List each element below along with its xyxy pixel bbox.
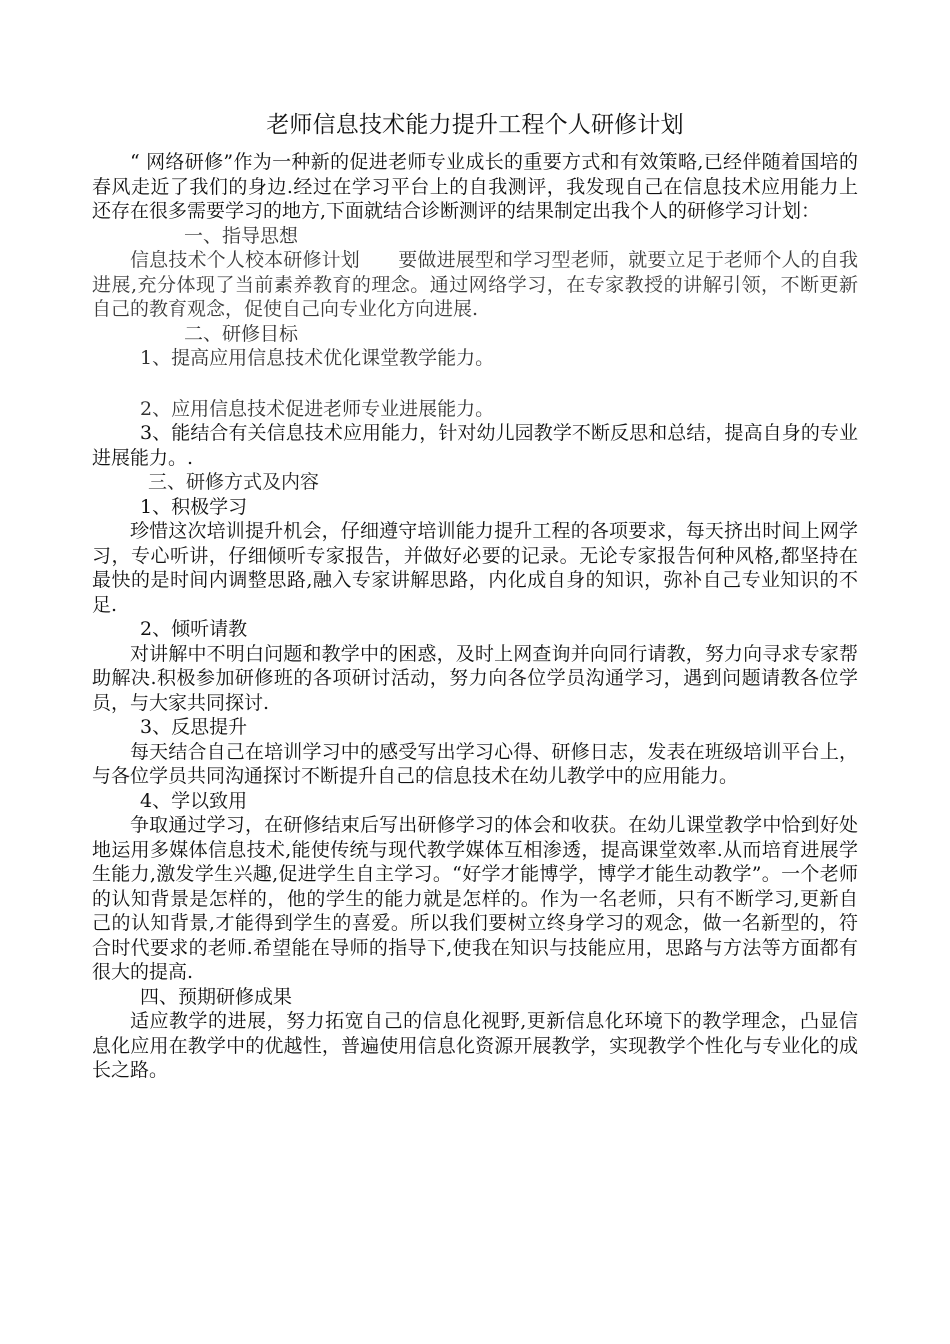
subsection-paragraph-2: 对讲解中不明白问题和教学中的困惑，及时上网查询并向同行请教，努力向寻求专家帮助解决.积极参加研修班的各项研讨活动，努力向各位学员沟通学习，遇到问题请教各位学员，与大家共同探讨. — [92, 642, 858, 714]
subsection-heading-4: 4、学以致用 — [140, 789, 248, 812]
subsection-heading-1: 1、积极学习 — [140, 495, 248, 518]
section1-heading: 一、指导思想 — [184, 224, 299, 247]
document-title: 老师信息技术能力提升工程个人研修计划 — [266, 112, 684, 138]
subsection-paragraph-1: 珍惜这次培训提升机会，仔细遵守培训能力提升工程的各项要求，每天挤出时间上网学习，专心听讲，仔细倾听专家报告，并做好必要的记录。无论专家报告何种风格,都坚持在最快的是时间内调整思路,融入专家讲解思路，内化成自身的知识，弥补自己专业知识的不足. — [92, 520, 858, 616]
subsection-paragraph-3: 每天结合自己在培训学习中的感受写出学习心得、研修日志，发表在班级培训平台上，与各位学员共同沟通探讨不断提升自己的信息技术在幼儿教学中的应用能力。 — [92, 740, 858, 787]
section4-heading: 四、预期研修成果 — [140, 985, 293, 1008]
subsection-heading-2: 2、倾听请教 — [140, 618, 248, 640]
section3-heading: 三、研修方式及内容 — [148, 471, 320, 493]
section1-paragraph: 信息技术个人校本研修计划 要做进展型和学习型老师，就要立足于老师个人的自我进展,充分体现了当前素养教育的理念。通过网络学习，在专家教授的讲解引领，不断更新自己的教育观念，促使自己向专业化方向进展. — [92, 249, 858, 320]
goal-item-3: 3、能结合有关信息技术应用能力，针对幼儿园教学不断反思和总结，提高自身的专业进展能力。. — [92, 422, 858, 469]
intro-paragraph: “ 网络研修”作为一种新的促进老师专业成长的重要方式和有效策略,已经伴随着国培的春风走近了我们的身边.经过在学习平台上的自我测评，我发现自己在信息技术应用能力上还存在很多需要学习的地方,下面就结合诊断测评的结果制定出我个人的研修学习计划： — [92, 151, 858, 222]
goal-item-1: 1、提高应用信息技术优化课堂教学能力。 — [140, 347, 495, 369]
section4-paragraph: 适应教学的进展，努力拓宽自己的信息化视野,更新信息化环境下的教学理念，凸显信息化应用在教学中的优越性，普遍使用信息化资源开展教学，实现教学个性化与专业化的成长之路。 — [92, 1010, 858, 1081]
section2-heading: 二、研修目标 — [184, 322, 299, 345]
goal-item-2: 2、应用信息技术促进老师专业进展能力。 — [140, 397, 495, 420]
goal-spacer — [92, 371, 858, 397]
document-body — [92, 108, 858, 1083]
subsection-paragraph-4: 争取通过学习，在研修结束后写出研修学习的体会和收获。在幼儿课堂教学中恰到好处地运用多媒体信息技术,能使传统与现代教学媒体互相渗透，提高课堂效率.从而培育进展学生能力,激发学生兴趣,促进学生自主学习。“好学才能博学，博学才能生动教学”。一个老师的认知背景是怎样的，他的学生的能力就是怎样的。作为一名老师，只有不断学习,更新自己的认知背景,才能得到学生的喜爱。所以我们要树立终身学习的观念，做一名新型的，符合时代要求的老师.希望能在导师的指导下,使我在知识与技能应用，思路与方法等方面都有很大的提高. — [92, 814, 858, 983]
subsection-heading-3: 3、反思提升 — [140, 716, 248, 738]
